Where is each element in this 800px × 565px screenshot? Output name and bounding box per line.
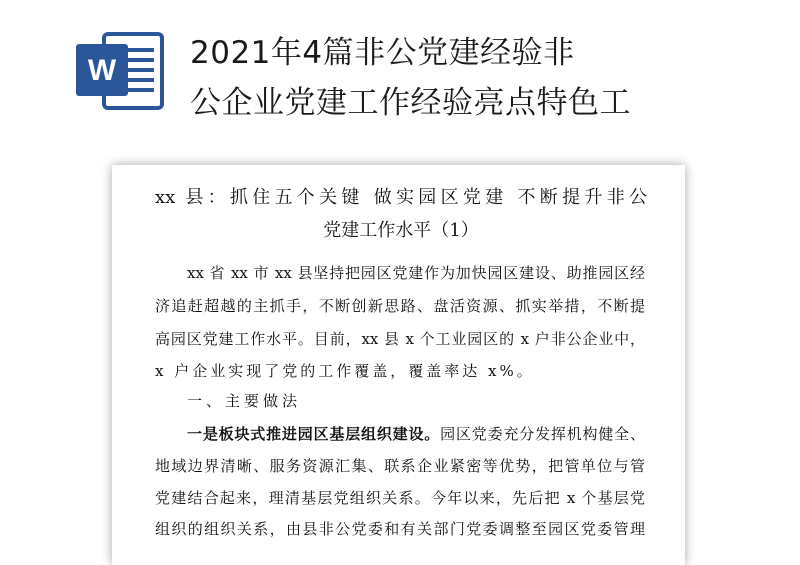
body-line: 济追赶超越的主抓手，不断创新思路、盘活资源、抓实举措，不断提 bbox=[155, 297, 645, 315]
body-line: 党建结合起来，理清基层党组织关系。今年以来，先后把 x 个基层党 bbox=[155, 489, 645, 507]
bold-lead: 一是板块式推进园区基层组织建设。 bbox=[187, 425, 441, 443]
title-line: 2021年4篇非公党建经验非 bbox=[190, 35, 575, 71]
body-line bbox=[187, 423, 645, 443]
page-title bbox=[190, 28, 631, 128]
title-line: 公企业党建工作经验亮点特色工 bbox=[190, 85, 631, 121]
body-line: 地域边界清晰、服务资源汇集、联系企业紧密等优势，把管单位与管 bbox=[155, 457, 645, 475]
body-line: x 户企业实现了党的工作覆盖，覆盖率达 x%。 bbox=[155, 362, 535, 380]
body-line: xx 省 xx 市 xx 县坚持把园区党建作为加快园区建设、助推园区经 bbox=[187, 264, 645, 282]
body-line: 组织的组织关系，由县非公党委和有关部门党委调整至园区党委管理 bbox=[155, 520, 645, 538]
document-title-line: 党建工作水平（1） bbox=[323, 220, 479, 241]
section-heading: 一、主要做法 bbox=[187, 392, 302, 410]
lead-rest: 园区党委充分发挥机构健全、 bbox=[440, 425, 645, 443]
word-document-icon bbox=[74, 30, 166, 112]
svg-text:W: W bbox=[87, 54, 117, 87]
body-line: 高园区党建工作水平。目前，xx 县 x 个工业园区的 x 户非公企业中， bbox=[155, 330, 645, 348]
document-title-line: xx 县：抓住五个关键 做实园区党建 不断提升非公 bbox=[155, 187, 647, 208]
